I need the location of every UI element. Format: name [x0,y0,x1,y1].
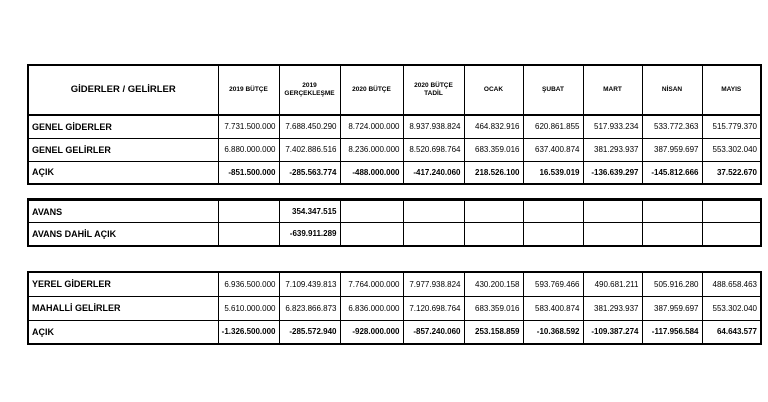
table-cell [218,223,279,246]
table-cell: 8.236.000.000 [340,138,403,161]
table-cell: -1.326.500.000 [218,320,279,344]
budget-table-general [27,64,762,185]
table-row [28,320,761,344]
table-cell: 6.880.000.000 [218,138,279,161]
col-header-mayis: MAYIS [702,65,761,115]
row-label: AÇIK [28,320,218,344]
table-cell [464,200,523,223]
col-header-nisan: NİSAN [642,65,702,115]
table-row [28,115,761,138]
table-cell: 218.526.100 [464,161,523,184]
table-cell: -928.000.000 [340,320,403,344]
table-cell [583,200,642,223]
table-cell: 64.643.577 [702,320,761,344]
row-label: AVANS [28,200,218,223]
table-row [28,161,761,184]
table-cell: 253.158.859 [464,320,523,344]
row-label: AVANS DAHİL AÇIK [28,223,218,246]
table-cell: 7.731.500.000 [218,115,279,138]
table-cell: 354.347.515 [279,200,340,223]
table-cell: 7.120.698.764 [403,296,464,320]
table-cell: -285.563.774 [279,161,340,184]
table-cell [583,223,642,246]
table-cell: 533.772.363 [642,115,702,138]
col-header-subat: ŞUBAT [523,65,583,115]
table-cell: 505.916.280 [642,272,702,296]
col-header-2020-budget: 2020 BÜTÇE [340,65,403,115]
table-row [28,138,761,161]
table-cell [464,223,523,246]
col-header-2020-revised: 2020 BÜTÇE TADİL [403,65,464,115]
col-header-2019-actual: 2019 GERÇEKLEŞME [279,65,340,115]
table-cell: 6.936.500.000 [218,272,279,296]
advance-table [27,198,762,247]
table-cell [642,200,702,223]
table-cell: 381.293.937 [583,296,642,320]
table-cell [403,200,464,223]
table-cell: 16.539.019 [523,161,583,184]
table-cell: -851.500.000 [218,161,279,184]
table-row [28,296,761,320]
table-cell: 7.109.439.813 [279,272,340,296]
table-cell [218,200,279,223]
table-cell: 7.402.886.516 [279,138,340,161]
table-cell: 37.522.670 [702,161,761,184]
table-cell [702,200,761,223]
table-cell: 583.400.874 [523,296,583,320]
row-label: GENEL GELİRLER [28,138,218,161]
table-cell: 490.681.211 [583,272,642,296]
table-cell: 381.293.937 [583,138,642,161]
table-cell [702,223,761,246]
table-cell [642,223,702,246]
table-cell: 8.520.698.764 [403,138,464,161]
table-cell: 637.400.874 [523,138,583,161]
table-cell: 6.823.866.873 [279,296,340,320]
table-cell: -10.368.592 [523,320,583,344]
table-cell: 620.861.855 [523,115,583,138]
table-cell: -145.812.666 [642,161,702,184]
table-cell: 6.836.000.000 [340,296,403,320]
table-cell: 515.779.370 [702,115,761,138]
table-cell [523,223,583,246]
col-header-ocak: OCAK [464,65,523,115]
table-cell: 7.688.450.290 [279,115,340,138]
table-cell: 387.959.697 [642,138,702,161]
table-cell: -488.000.000 [340,161,403,184]
table-cell: 7.764.000.000 [340,272,403,296]
row-label: AÇIK [28,161,218,184]
table-cell: -109.387.274 [583,320,642,344]
table-cell: -136.639.297 [583,161,642,184]
table-cell: 8.724.000.000 [340,115,403,138]
table-cell: -857.240.060 [403,320,464,344]
table-row [28,200,761,223]
table-cell: 553.302.040 [702,296,761,320]
table-cell: 430.200.158 [464,272,523,296]
table-cell [403,223,464,246]
table-row [28,223,761,246]
header-row [28,65,761,115]
table-cell [523,200,583,223]
table-cell: 488.658.463 [702,272,761,296]
table-cell [340,200,403,223]
table-cell: -117.956.584 [642,320,702,344]
table-cell: -417.240.060 [403,161,464,184]
table-cell: -285.572.940 [279,320,340,344]
table-cell: 8.937.938.824 [403,115,464,138]
table-row [28,272,761,296]
table-cell: 517.933.234 [583,115,642,138]
budget-table-local [27,271,762,345]
row-label: YEREL GİDERLER [28,272,218,296]
table-cell: 593.769.466 [523,272,583,296]
table-cell: 683.359.016 [464,138,523,161]
col-header-2019-budget: 2019 BÜTÇE [218,65,279,115]
table-cell: 464.832.916 [464,115,523,138]
row-label: MAHALLİ GELİRLER [28,296,218,320]
table-cell: 7.977.938.824 [403,272,464,296]
col-header-mart: MART [583,65,642,115]
row-label: GENEL GİDERLER [28,115,218,138]
table-cell: 387.959.697 [642,296,702,320]
table-cell: 5.610.000.000 [218,296,279,320]
table-cell: 683.359.016 [464,296,523,320]
table-cell: -639.911.289 [279,223,340,246]
table-cell: 553.302.040 [702,138,761,161]
col-header-label: GİDERLER / GELİRLER [28,65,218,115]
table-cell [340,223,403,246]
